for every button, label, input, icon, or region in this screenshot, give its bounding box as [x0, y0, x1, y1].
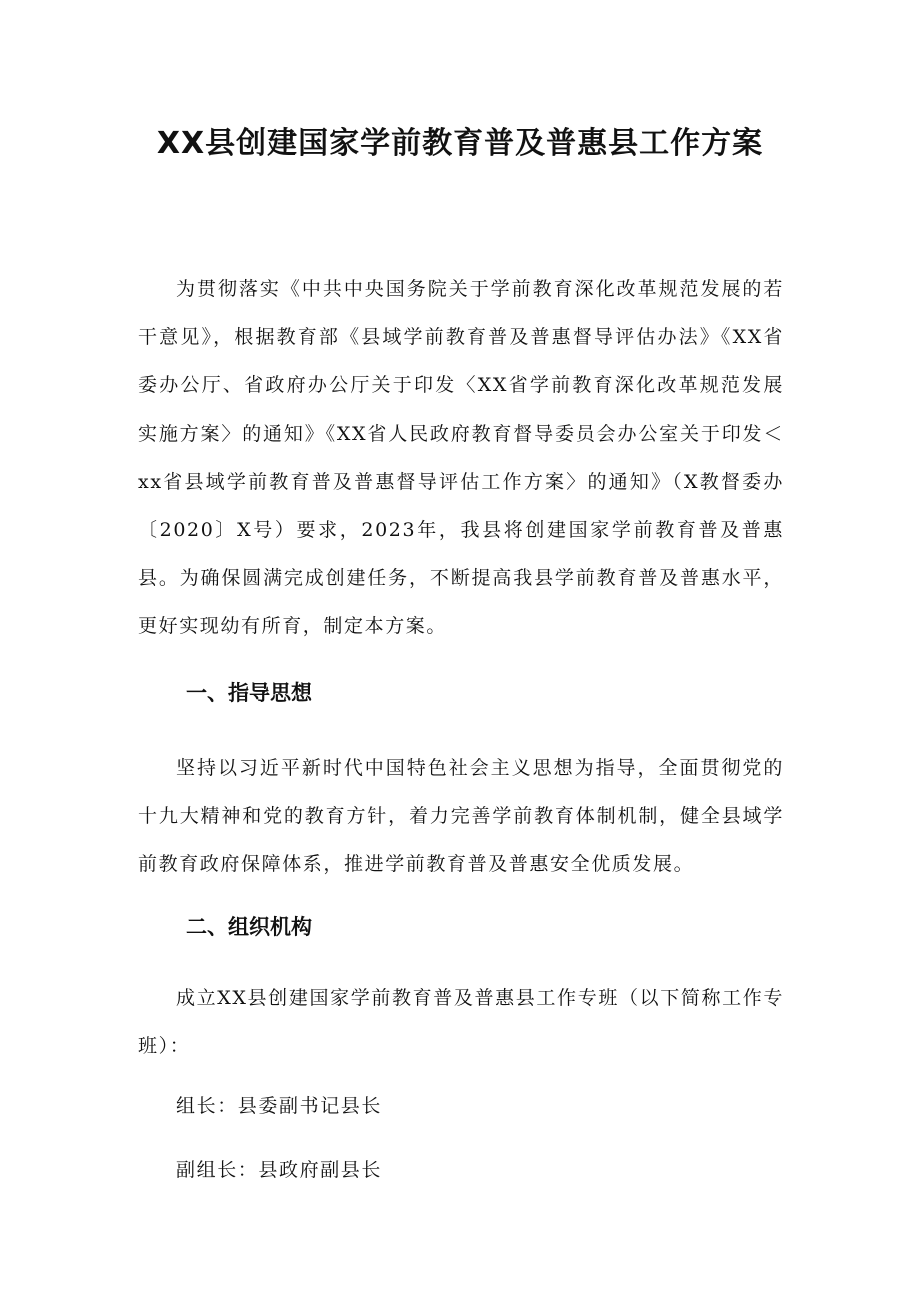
section-heading-organization: 二、组织机构 — [186, 915, 312, 939]
document-title: XX县创建国家学前教育普及普惠县工作方案 — [156, 126, 764, 161]
organization-paragraph: 成立XX县创建国家学前教育普及普惠县工作专班（以下简称工作专班）： — [138, 987, 784, 1058]
intro-paragraph: 为贯彻落实《中共中央国务院关于学前教育深化改革规范发展的若干意见》，根据教育部《县域学前教育普及普惠督导评估办法》《XX省委办公厅、省政府办公厅关于印发〈XX省学前教育深化改革规范发展实施方案〉的通知》《XX省人民政府教育督导委员会办公室关于印发＜xx省县域学前教育普及普惠督导评估工作方案〉的通知》（X教督委办〔2020〕X号）要求，2023年，我县将创建国家学前教育普及普惠县。为确保圆满完成创建任务，不断提高我县学前教育普及普惠水平，更好实现幼有所育，制定本方案。 — [138, 278, 784, 638]
group-leader-line: 组长：县委副书记县长 — [176, 1095, 383, 1117]
guiding-ideology-paragraph: 坚持以习近平新时代中国特色社会主义思想为指导，全面贯彻党的十九大精神和党的教育方针，着力完善学前教育体制机制，健全县域学前教育政府保障体系，推进学前教育普及普惠安全优质发展。 — [138, 757, 784, 876]
deputy-leader-line: 副组长：县政府副县长 — [176, 1159, 383, 1181]
section-heading-guiding-ideology: 一、指导思想 — [186, 681, 312, 705]
